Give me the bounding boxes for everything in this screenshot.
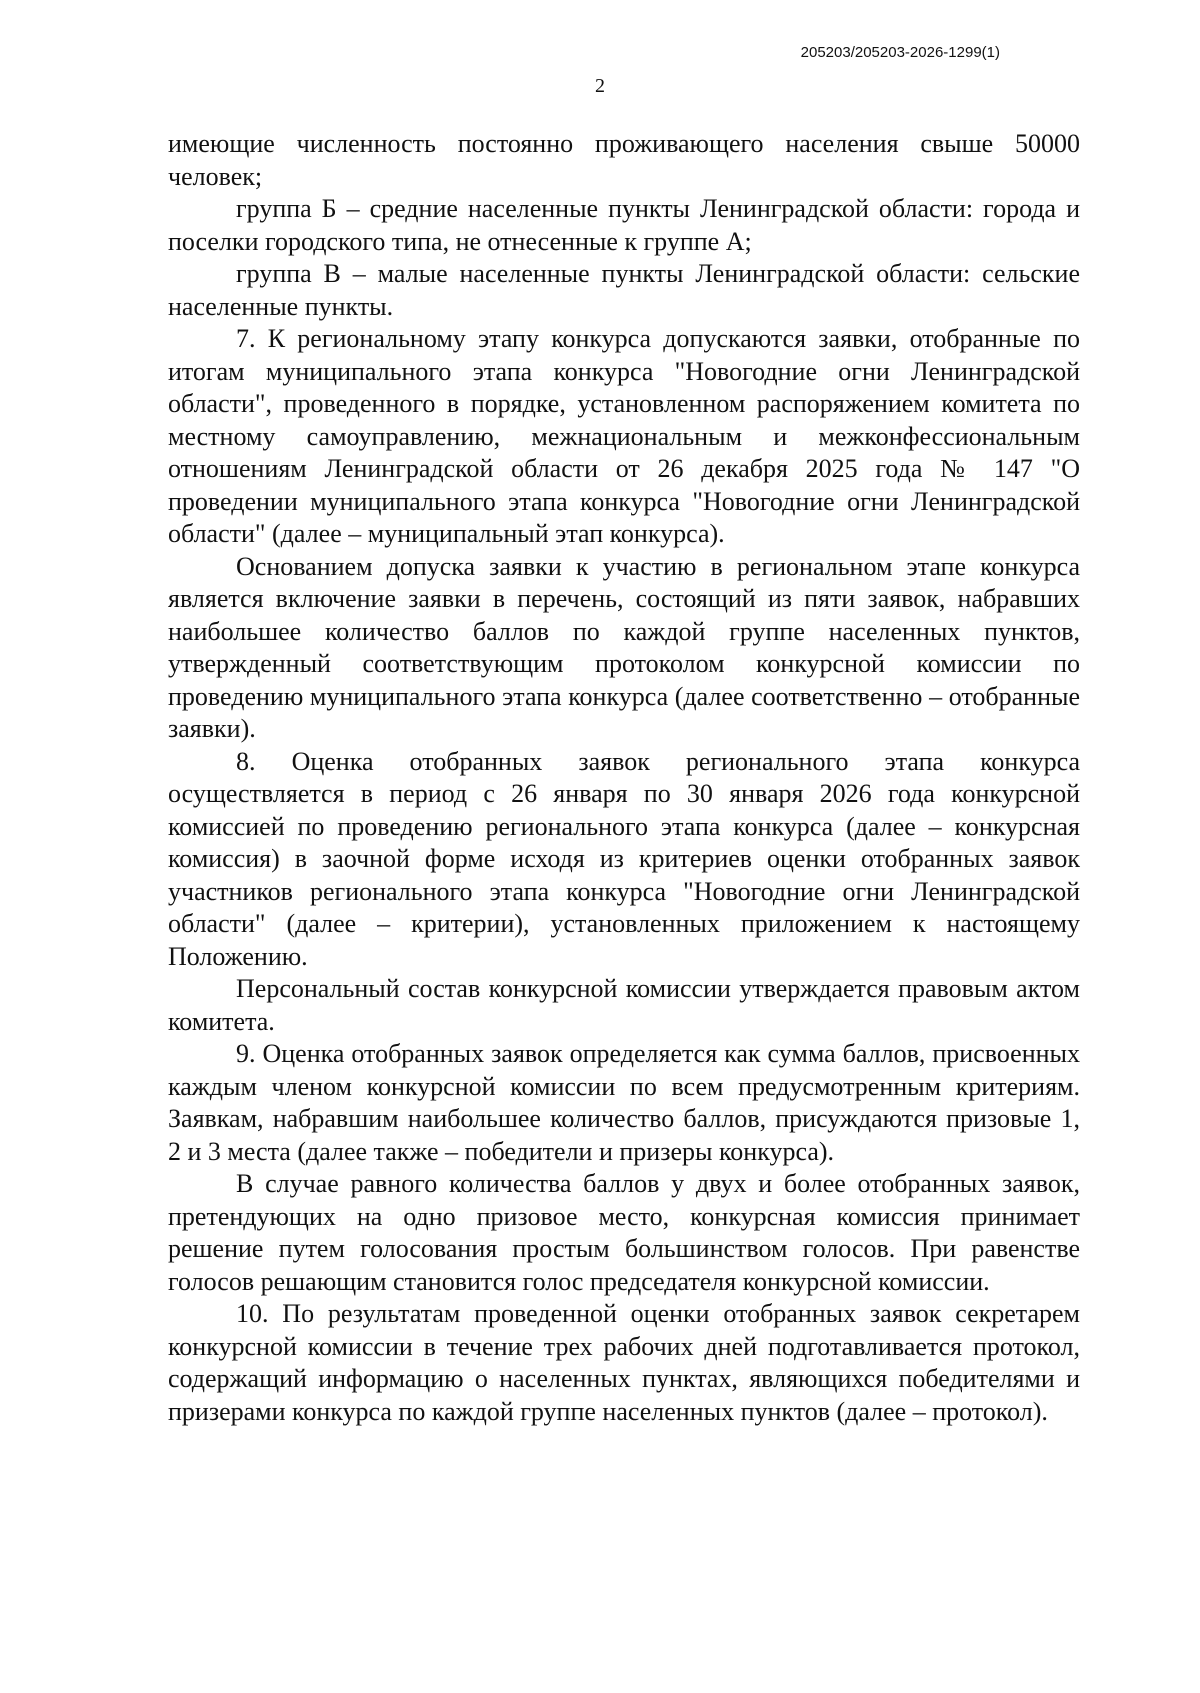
paragraph-commission-composition: Персональный состав конкурсной комиссии утверждается правовым актом комитета. [168, 974, 1080, 1036]
paragraph-item-9: 9. Оценка отобранных заявок определяется как сумма баллов, присвоенных каждым членом конкурсной комиссии по всем предусмотренным критериям. Заявкам, набравшим наибольшее количество баллов, присуждаются призовые 1, 2 и 3 места (далее также – победители и призеры конкурса). [168, 1039, 1080, 1166]
paragraph-item-7: 7. К региональному этапу конкурса допускаются заявки, отобранные по итогам муниципального этапа конкурса "Новогодние огни Ленинградской области", проведенного в порядке, установленном распоряжением комитета по местному самоуправлению, межнациональным и межконфессиональным отношениям Ленинградской области от 26 декабря 2025 года № 147 "О проведении муниципального этапа конкурса "Новогодние огни Ленинградской области" (далее – муниципальный этап конкурса). [168, 324, 1080, 548]
paragraph-tie-rule: В случае равного количества баллов у двух и более отобранных заявок, претендующих на одно призовое место, конкурсная комиссия принимает решение путем голосования простым большинством голосов. При равенстве голосов решающим становится голос председателя конкурсной комиссии. [168, 1169, 1080, 1296]
paragraph-group-v: группа В – малые населенные пункты Ленинградской области: сельские населенные пункты. [168, 259, 1080, 321]
document-body [168, 128, 1080, 1428]
paragraph-group-b: группа Б – средние населенные пункты Ленинградской области: города и поселки городского типа, не отнесенные к группе А; [168, 194, 1080, 256]
paragraph-item-8: 8. Оценка отобранных заявок регионального этапа конкурса осуществляется в период с 26 января по 30 января 2026 года конкурсной комиссией по проведению регионального этапа конкурса (далее – конкурсная комиссия) в заочной форме исходя из критериев оценки отобранных заявок участников регионального этапа конкурса "Новогодние огни Ленинградской области" (далее – критерии), установленных приложением к настоящему Положению. [168, 746, 1080, 971]
paragraph-group-a-continued: имеющие численность постоянно проживающего населения свыше 50000 человек; [168, 129, 1080, 191]
page-number: 2 [595, 75, 605, 97]
paragraph-item-10: 10. По результатам проведенной оценки отобранных заявок секретарем конкурсной комиссии в течение трех рабочих дней подготавливается протокол, содержащий информацию о населенных пунктах, являющихся победителями и призерами конкурса по каждой группе населенных пунктов (далее – протокол). [168, 1299, 1080, 1426]
document-id: 205203/205203-2026-1299(1) [800, 44, 1000, 61]
paragraph-admission-basis: Основанием допуска заявки к участию в региональном этапе конкурса является включение заявки в перечень, состоящий из пяти заявок, набравших наибольшее количество баллов по каждой группе населенных пунктов, утвержденный соответствующим протоколом конкурсной комиссии по проведению муниципального этапа конкурса (далее соответственно – отобранные заявки). [168, 551, 1080, 743]
